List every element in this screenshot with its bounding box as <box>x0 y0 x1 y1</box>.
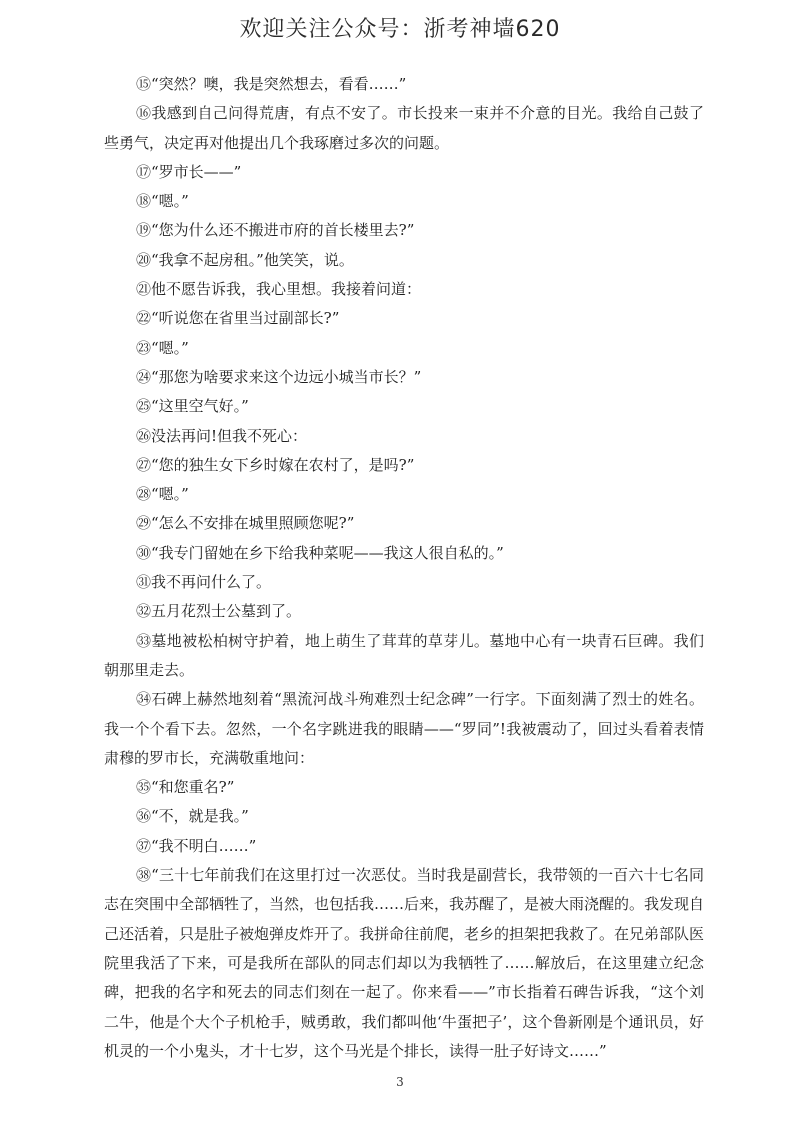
paragraph-29: ㉙“怎么不安排在城里照顾您呢?” <box>136 514 355 533</box>
paragraph-31: ㉛我不再问什么了。 <box>136 573 272 592</box>
paragraph-33: ㉝墓地被松柏树守护着，地上萌生了茸茸的草芽儿。墓地中心有一块青石巨碑。我们朝那里走去。 <box>104 631 704 679</box>
paragraph-30: ㉚“我专门留她在乡下给我种菜呢——我这人很自私的。” <box>136 543 504 562</box>
paragraph-17: ⑰“罗市长——” <box>136 162 242 181</box>
paragraph-20: ⑳“我拿不起房租。”他笑笑，说。 <box>136 250 354 269</box>
paragraph-25: ㉕“这里空气好。” <box>136 397 249 416</box>
page-header-watermark: 欢迎关注公众号：浙考神墙620 <box>239 17 561 42</box>
paragraph-34: ㉞石碑上赫然地刻着“黑流河战斗殉难烈士纪念碑”一行字。下面刻满了烈士的姓名。我一个个看下去。忽然，一个名字跳进我的眼睛——“罗同”!我被震动了，回过头看着表情肃穆的罗市长，充满敬重地问： <box>104 690 704 767</box>
paragraph-22: ㉒“听说您在省里当过副部长?” <box>136 309 340 328</box>
paragraph-15: ⑮“突然？噢，我是突然想去，看看……” <box>136 75 407 93</box>
paragraph-26: ㉖没法再问!但我不死心： <box>136 426 308 445</box>
paragraph-19: ⑲“您为什么还不搬进市府的首长楼里去?” <box>136 221 415 240</box>
article-body <box>104 70 704 1066</box>
paragraph-24: ㉔“那您为啥要求来这个边远小城当市长？” <box>136 367 422 386</box>
paragraph-16: ⑯我感到自己问得荒唐，有点不安了。市长投来一束并不介意的目光。我给自己鼓了些勇气，决定再对他提出几个我琢磨过多次的问题。 <box>104 104 704 152</box>
paragraph-38: ㊳“三十七年前我们在这里打过一次恶仗。当时我是副营长，我带领的一百六十七名同志在突围中全部牺牲了，当然，也包括我……后来，我苏醒了，是被大雨浇醒的。我发现自己还活着，只是肚子被炮弹皮炸开了。我拼命往前爬，老乡的担架把我救了。在兄弟部队医院里我活了下来，可是我所在部队的同志们却以为我牺牲了……解放后，在这里建立纪念碑，把我的名字和死去的同志们刻在一起了。你来看——”市长指着石碑告诉我，“这个刘二牛，他是个大个子机枪手，贼勇敢，我们都叫他‘牛蛋把子’，这个鲁新刚是个通讯员，好机灵的一个小鬼头，才十七岁，这个马光是个排长，读得一肚子好诗文……” <box>104 866 705 1060</box>
paragraph-23: ㉓“嗯。” <box>136 338 189 357</box>
paragraph-32: ㉜五月花烈士公墓到了。 <box>136 602 302 621</box>
paragraph-21: ㉑他不愿告诉我，我心里想。我接着问道： <box>136 280 422 299</box>
page-number: 3 <box>396 1075 404 1089</box>
paragraph-28: ㉘“嗯。” <box>136 485 189 504</box>
paragraph-35: ㉟“和您重名?” <box>136 778 235 797</box>
paragraph-18: ⑱“嗯。” <box>136 192 189 211</box>
paragraph-27: ㉗“您的独生女下乡时嫁在农村了，是吗?” <box>136 455 415 474</box>
paragraph-36: ㊱“不，就是我。” <box>136 807 249 826</box>
paragraph-37: ㊲“我不明白……” <box>136 836 257 855</box>
